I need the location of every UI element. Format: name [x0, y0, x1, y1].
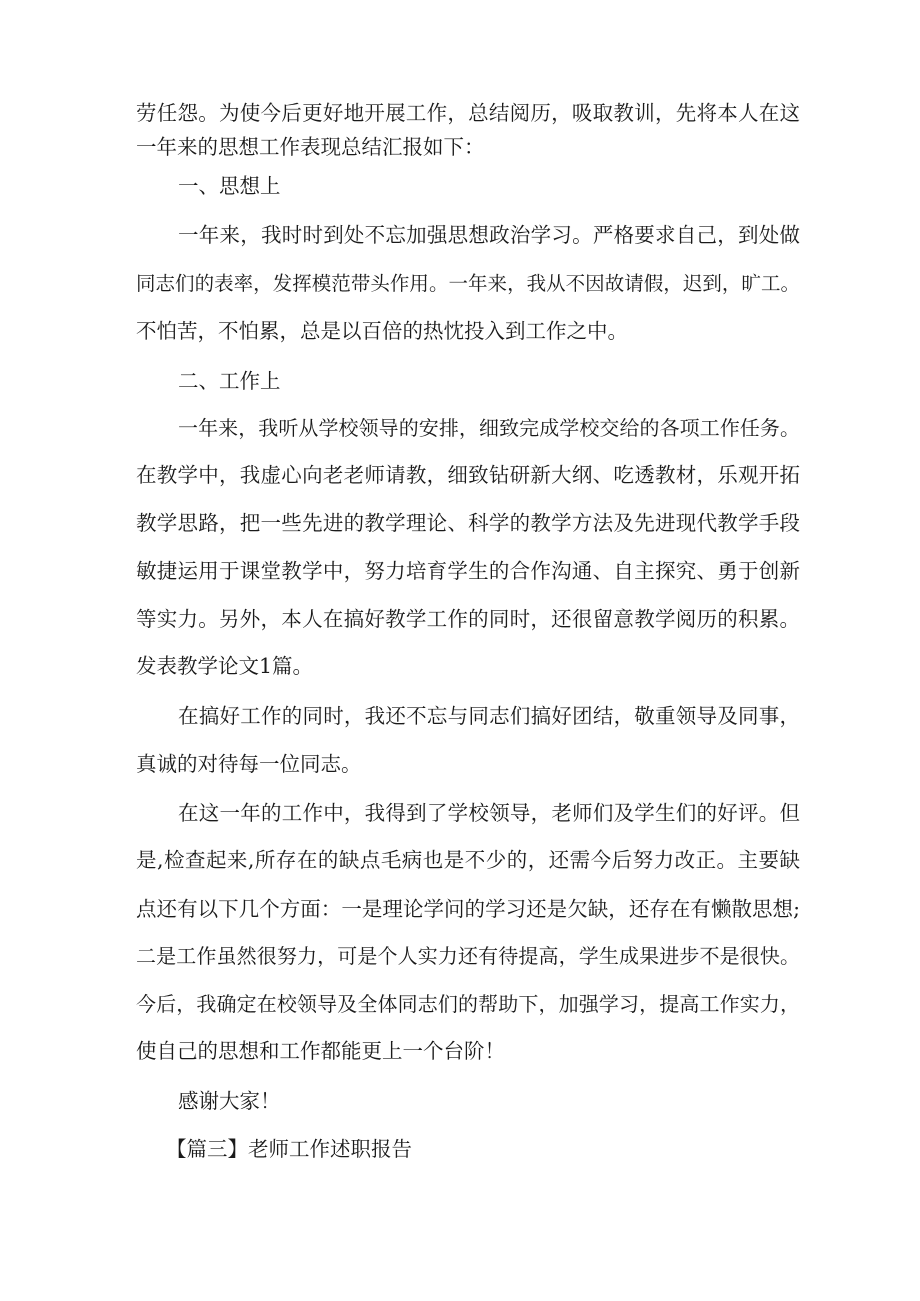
text-line: 在教学中，我虚心向老老师请教，细致钻研新大纲、吃透教材，乐观开拓 — [136, 463, 800, 487]
text-line: 一年来的思想工作表现总结汇报如下： — [136, 135, 485, 159]
text-line: 点还有以下几个方面：一是理论学问的学习还是欠缺，还存在有懒散思想; — [136, 897, 800, 921]
text-line: 是,检查起来,所存在的缺点毛病也是不少的，还需今后努力改正。主要缺 — [136, 848, 800, 872]
text-line: 不怕苦，不怕累，总是以百倍的热忱投入到工作之中。 — [136, 319, 628, 343]
text-line: 在搞好工作的同时，我还不忘与同志们搞好团结，敬重领导及同事， — [178, 704, 800, 728]
text-line: 一年来，我时时到处不忘加强思想政治学习。严格要求自己，到处做 — [178, 223, 800, 247]
text-line: 感谢大家！ — [178, 1089, 281, 1113]
text-line: 敏捷运用于课堂教学中，努力培育学生的合作沟通、自主探究、勇于创新 — [136, 559, 800, 583]
text-line: 等实力。另外，本人在搞好教学工作的同时，还很留意教学阅历的积累。 — [136, 607, 800, 631]
text-line: 使自己的思想和工作都能更上一个台阶！ — [136, 1039, 505, 1063]
section-heading: 一、思想上 — [178, 174, 281, 198]
text-line: 教学思路，把一些先进的教学理论、科学的教学方法及先进现代教学手段 — [136, 511, 800, 535]
text-line: 劳任怨。为使今后更好地开展工作，总结阅历，吸取教训，先将本人在这 — [136, 101, 800, 125]
text-line: 发表教学论文1篇。 — [136, 654, 314, 678]
text-line: 一年来，我听从学校领导的安排，细致完成学校交给的各项工作任务。 — [178, 416, 800, 440]
text-line: 二是工作虽然很努力，可是个人实力还有待提高，学生成果进步不是很快。 — [136, 944, 800, 968]
text-line: 同志们的表率，发挥模范带头作用。一年来，我从不因故请假，迟到，旷工。 — [136, 272, 800, 295]
text-line: 真诚的对待每一位同志。 — [136, 752, 362, 776]
text-line: 在这一年的工作中，我得到了学校领导，老师们及学生们的好评。但 — [178, 801, 800, 825]
section-title: 【篇三】老师工作述职报告 — [166, 1137, 412, 1161]
section-heading: 二、工作上 — [178, 369, 281, 393]
text-line: 今后，我确定在校领导及全体同志们的帮助下，加强学习，提高工作实力， — [136, 992, 800, 1016]
